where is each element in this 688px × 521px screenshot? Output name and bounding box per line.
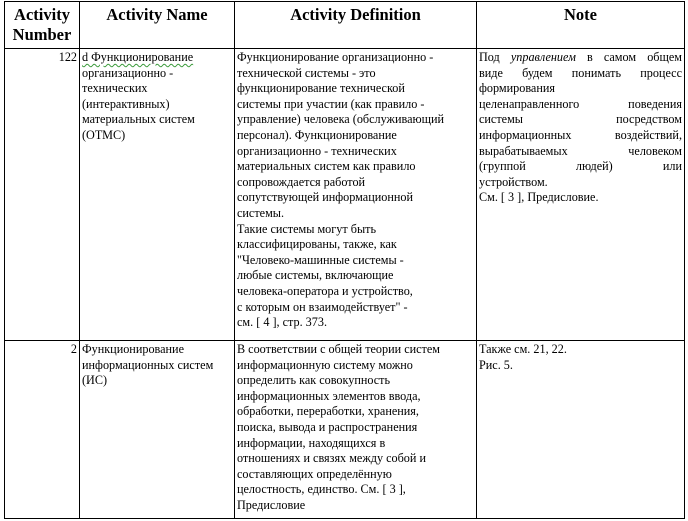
note-line: виде будем понимать процесс xyxy=(479,65,682,80)
definition-line: сопровождается работой xyxy=(237,174,366,189)
note-emphasis: управлением xyxy=(510,50,576,64)
definition-line: Предисловие xyxy=(237,497,306,512)
note-line: формирования xyxy=(479,81,555,96)
definition-line: см. [ 4 ], стр. 373. xyxy=(237,315,328,330)
definition-line: "Человеко-машинные системы - xyxy=(237,252,404,267)
name-line xyxy=(82,50,232,66)
name-line: (ИС) xyxy=(82,373,108,388)
definition-line: Такие системы могут быть xyxy=(237,221,377,236)
definition-line: составляющих определённую xyxy=(237,466,392,481)
activity-table xyxy=(4,1,685,519)
name-line: технических xyxy=(82,81,148,96)
definition-line: Функционирование организационно - xyxy=(237,50,434,64)
definition-line: системы. xyxy=(237,205,285,220)
activity-number-cell: 122 xyxy=(5,49,80,341)
name-line: (ОТМС) xyxy=(82,127,126,142)
note-line: вырабатываемых человеком xyxy=(479,143,682,158)
definition-line: системы при участии (как правило - xyxy=(237,96,425,111)
table-row xyxy=(5,341,685,519)
note-line: системы посредством xyxy=(479,112,682,127)
name-line-first: d Функционирование xyxy=(82,50,194,64)
definition-line: классифицированы, также, как xyxy=(237,237,397,252)
header-note: Note xyxy=(477,2,685,49)
definition-line: отношениях и связях между собой и xyxy=(237,451,426,466)
definition-line: целостность, единство. См. [ 3 ], xyxy=(237,482,406,497)
definition-line: любые системы, включающие xyxy=(237,268,394,283)
definition-line: организационно - технических xyxy=(237,143,397,158)
definition-line: технической системы - это xyxy=(237,65,376,80)
activity-definition-cell xyxy=(235,49,477,341)
header-activity-definition: Activity Definition xyxy=(235,2,477,49)
definition-line: определить как совокупность xyxy=(237,373,391,388)
header-number-line-2: Number xyxy=(12,25,72,44)
activity-name-cell xyxy=(80,341,235,519)
note-line: целенаправленного поведения xyxy=(479,96,682,111)
activity-number-cell: 2 xyxy=(5,341,80,519)
definition-line: В соответствии с общей теории систем xyxy=(237,342,441,356)
definition-line: сопутствующей информационной xyxy=(237,190,414,205)
name-line: организационно - xyxy=(82,65,174,80)
note-cell xyxy=(477,341,685,519)
definition-line: поиска, вывода и распространения xyxy=(237,419,418,434)
definition-line: с которым он взаимодействует" - xyxy=(237,299,408,314)
header-row xyxy=(5,2,685,49)
definition-line: информационных элементов ввода, xyxy=(237,388,421,403)
definition-line: человека-оператора и устройство, xyxy=(237,283,413,298)
definition-line: обработки, переработки, хранения, xyxy=(237,404,419,419)
name-line: Функционирование xyxy=(82,342,184,356)
header-activity-name: Activity Name xyxy=(80,2,235,49)
definition-line: персонал). Функционирование xyxy=(237,127,397,142)
header-number-line-1: Activity xyxy=(14,5,70,24)
activity-definition-cell xyxy=(235,341,477,519)
definition-line: материальных систем как правило xyxy=(237,159,416,174)
note-line: См. [ 3 ], Предисловие. xyxy=(479,190,599,205)
name-line: информационных систем xyxy=(82,357,214,372)
note-line: Также см. 21, 22. xyxy=(479,342,567,356)
note-line: устройством. xyxy=(479,174,548,189)
name-line: материальных систем xyxy=(82,112,195,127)
definition-line: информационную систему можно xyxy=(237,357,413,372)
header-activity-number xyxy=(5,2,80,49)
definition-line: информации, находящихся в xyxy=(237,435,386,450)
definition-line: управление) человека (обслуживающий xyxy=(237,112,445,127)
name-line: (интерактивных) xyxy=(82,96,170,111)
activity-name-cell xyxy=(80,49,235,341)
note-cell xyxy=(477,49,685,341)
table-row xyxy=(5,49,685,341)
note-line: (группой людей) или xyxy=(479,159,682,174)
note-line: информационных воздействий, xyxy=(479,127,682,142)
definition-line: функционирование технической xyxy=(237,81,405,96)
note-line: Рис. 5. xyxy=(479,357,513,372)
note-line: Под управлением в самом общем xyxy=(479,50,682,64)
